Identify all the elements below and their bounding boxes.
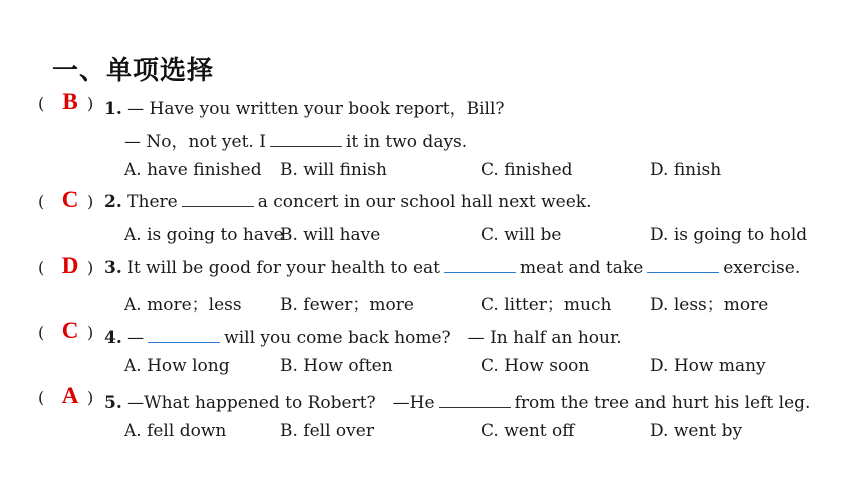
question-4-stem xyxy=(104,323,622,348)
question-1-response xyxy=(124,127,467,152)
question-4-options xyxy=(0,352,860,382)
question-number: 2. xyxy=(104,192,122,212)
answer-blank xyxy=(439,393,511,408)
answer-paren-right: ) xyxy=(87,94,94,113)
answer-blank xyxy=(182,192,254,207)
option-a: A. is going to have xyxy=(124,225,284,245)
option-a: A. have finished xyxy=(124,160,262,180)
option-a: A. fell down xyxy=(124,421,227,441)
question-1-options xyxy=(0,156,860,186)
option-c: C. went off xyxy=(481,421,575,441)
answer-blank xyxy=(148,328,220,343)
question-number: 3. xyxy=(104,258,122,278)
question-text: — xyxy=(127,328,145,348)
answer-blank xyxy=(270,132,342,147)
question-5-stem-line xyxy=(0,384,860,414)
question-2-options xyxy=(0,221,860,251)
question-1-stem-line xyxy=(0,90,860,120)
question-3-options xyxy=(0,286,860,316)
question-text: a concert in our school hall next week. xyxy=(257,192,592,212)
option-b: B. How often xyxy=(280,356,393,376)
question-text: exercise. xyxy=(723,258,801,278)
answer-paren-left: ( xyxy=(38,258,45,277)
question-5-stem xyxy=(104,388,810,413)
answer-paren-left: ( xyxy=(38,323,45,342)
option-b: B. will have xyxy=(280,225,381,245)
answer-1: B xyxy=(62,89,78,114)
response-text: — No，not yet. I xyxy=(124,132,266,152)
section-title: 一、单项选择 xyxy=(52,56,215,86)
option-c: C. How soon xyxy=(481,356,590,376)
question-1-stem xyxy=(104,94,505,119)
question-text: There xyxy=(127,192,178,212)
answer-3: D xyxy=(61,253,79,278)
response-text: it in two days. xyxy=(345,132,468,152)
option-d: D. went by xyxy=(650,421,743,441)
answer-blank xyxy=(444,258,516,273)
answer-5: A xyxy=(61,383,79,408)
answer-paren-right: ) xyxy=(87,258,94,277)
question-number: 1. xyxy=(104,99,122,119)
question-2-stem-line xyxy=(0,188,860,218)
answer-blank xyxy=(647,258,719,273)
option-d: D. finish xyxy=(650,160,722,180)
answer-paren-right: ) xyxy=(87,388,94,407)
option-c: C. finished xyxy=(481,160,573,180)
question-4-stem-line xyxy=(0,319,860,349)
question-3-stem-line xyxy=(0,254,860,284)
question-2-stem xyxy=(104,192,591,212)
option-c: C. litter；much xyxy=(481,295,612,315)
question-5-options xyxy=(0,417,860,447)
option-a: A. How long xyxy=(124,356,230,376)
question-text: —What happened to Robert? —He xyxy=(127,393,435,413)
question-text: — Have you written your book report，Bill? xyxy=(127,99,505,119)
question-text: from the tree and hurt his left leg. xyxy=(514,393,811,413)
answer-paren-left: ( xyxy=(38,94,45,113)
answer-4: C xyxy=(61,318,79,343)
option-b: B. will finish xyxy=(280,160,387,180)
question-text: meat and take xyxy=(520,258,644,278)
answer-paren-left: ( xyxy=(38,388,45,407)
answer-2: C xyxy=(61,187,79,212)
question-text: will you come back home? — In half an hour. xyxy=(224,328,622,348)
option-d: D. less；more xyxy=(650,295,769,315)
question-3-stem xyxy=(104,258,800,278)
question-number: 4. xyxy=(104,328,122,348)
answer-paren-left: ( xyxy=(38,192,45,211)
option-d: D. How many xyxy=(650,356,766,376)
option-c: C. will be xyxy=(481,225,562,245)
answer-paren-right: ) xyxy=(87,192,94,211)
option-b: B. fewer；more xyxy=(280,295,414,315)
question-number: 5. xyxy=(104,393,122,413)
option-b: B. fell over xyxy=(280,421,374,441)
answer-paren-right: ) xyxy=(87,323,94,342)
option-d: D. is going to hold xyxy=(650,225,808,245)
question-1-response-line xyxy=(0,123,860,153)
option-a: A. more；less xyxy=(124,295,242,315)
question-text: It will be good for your health to eat xyxy=(127,258,440,278)
